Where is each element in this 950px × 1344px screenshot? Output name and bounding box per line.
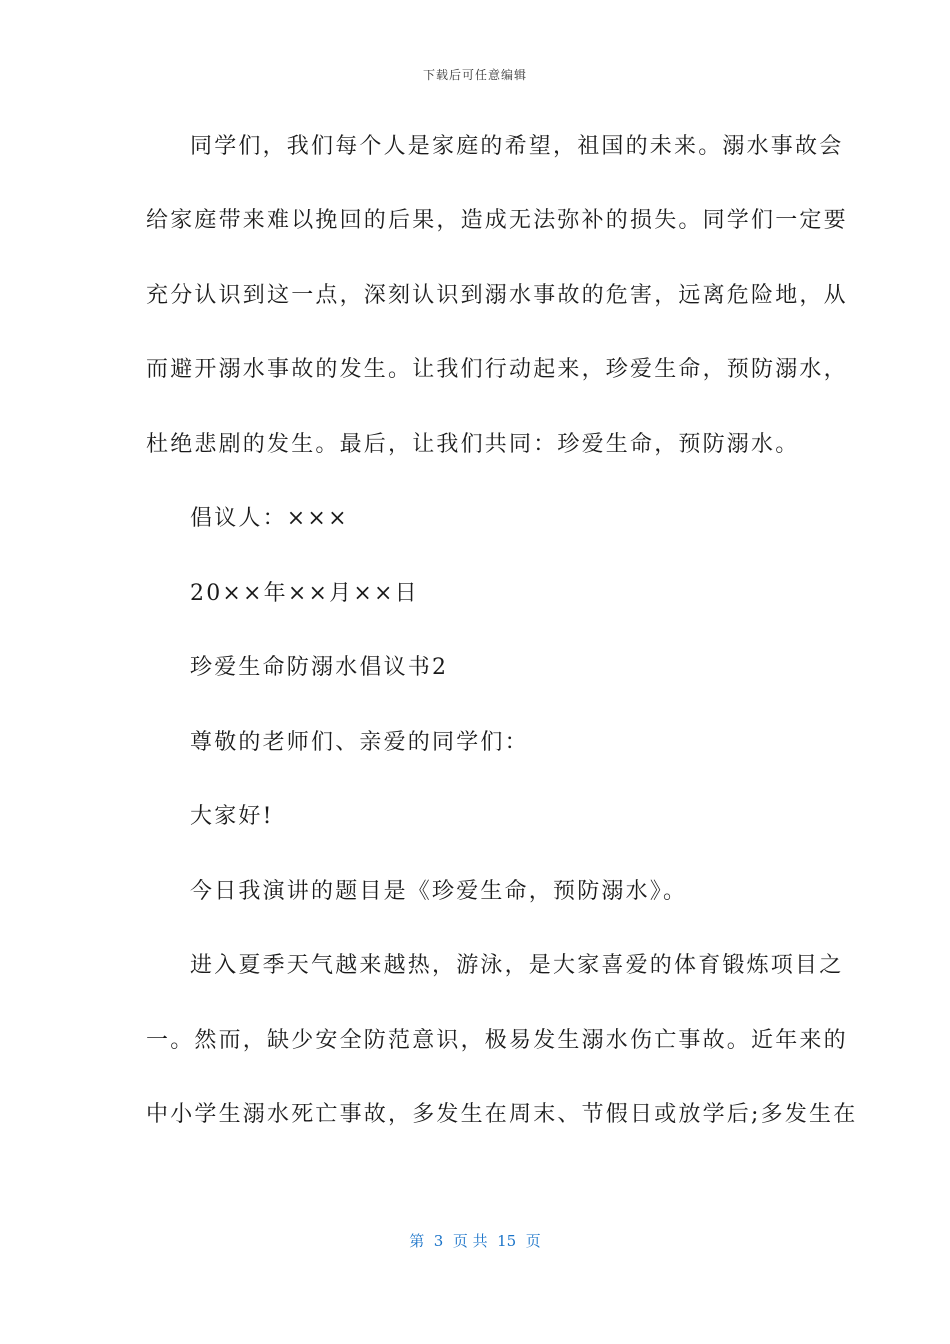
paragraph-line: 同学们，我们每个人是家庭的希望，祖国的未来。溺水事故会 bbox=[190, 134, 844, 159]
paragraph-line: 进入夏季天气越来越热，游泳，是大家喜爱的体育锻炼项目之 bbox=[190, 953, 844, 978]
date-line: 20××年××月××日 bbox=[190, 581, 419, 606]
page-header-note: 下载后可任意编辑 bbox=[422, 68, 527, 82]
paragraph-line: 而避开溺水事故的发生。让我们行动起来，珍爱生命，预防溺水， bbox=[146, 357, 848, 382]
section-title: 珍爱生命防溺水倡议书2 bbox=[190, 655, 449, 680]
page-number-footer: 第 3 页 共 15 页 bbox=[409, 1232, 541, 1250]
paragraph-line: 今日我演讲的题目是《珍爱生命，预防溺水》。 bbox=[190, 879, 688, 904]
paragraph-line: 杜绝悲剧的发生。最后，让我们共同：珍爱生命，预防溺水。 bbox=[146, 432, 800, 457]
paragraph-line: 充分认识到这一点，深刻认识到溺水事故的危害，远离危险地，从 bbox=[146, 283, 848, 308]
paragraph-line: 中小学生溺水死亡事故，多发生在周末、节假日或放学后;多发生在 bbox=[146, 1102, 858, 1127]
paragraph-line: 给家庭带来难以挽回的后果，造成无法弥补的损失。同学们一定要 bbox=[146, 208, 848, 233]
salutation-line: 尊敬的老师们、亲爱的同学们： bbox=[190, 730, 529, 755]
greeting-line: 大家好! bbox=[190, 804, 274, 829]
signatory-line: 倡议人：××× bbox=[190, 506, 349, 531]
paragraph-line: 一。然而，缺少安全防范意识，极易发生溺水伤亡事故。近年来的 bbox=[146, 1028, 848, 1053]
